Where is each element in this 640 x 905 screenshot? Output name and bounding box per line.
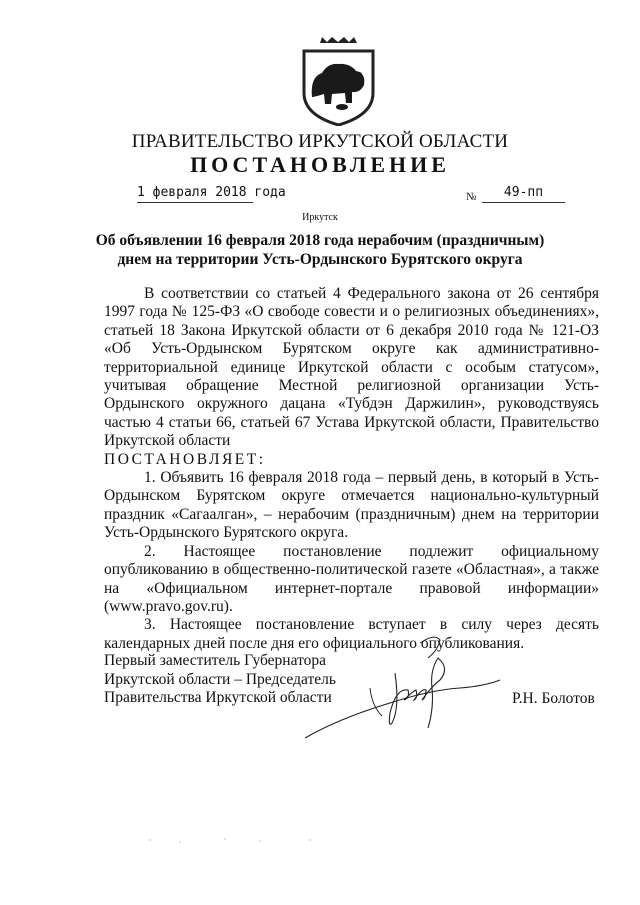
document-type: ПОСТАНОВЛЕНИЕ — [190, 152, 450, 177]
number-label: № — [466, 191, 477, 203]
item-paragraph: 3. Настоящее постановление вступает в силу через десять календарных дней после дня его официального опубликования. — [104, 616, 599, 652]
signer-position-line: Первый заместитель Губернатора — [104, 652, 327, 669]
preamble-paragraph: В соответствии со статьей 4 Федерального закона от 26 сентября 1997 года № 125-ФЗ «О свободе совести и о религиозных объединениях», статьей 18 Закона Иркутской области от 6 декабря 2010 года № 121-ОЗ «Об Усть-Ордынском Бурятском округе как административно-территориальной единице Иркутской области с особым статусом», учитывая обращение Местной религиозной организации Усть-Ордынского окружного дацана «Тубдэн Даржилин», руководствуясь частью 4 статьи 66, статьей 67 Устава Иркутской области, Правительство Иркутской области — [104, 285, 599, 450]
document-body — [104, 285, 599, 653]
signer-name: Р.Н. Болотов — [512, 690, 595, 707]
document-date: 1 февраля 2018 года — [137, 185, 253, 203]
document-city: Иркутск — [302, 212, 338, 223]
item-paragraph: 1. Объявить 16 февраля 2018 года – первый день, в который в Усть-Ордынском Бурятском округе отмечается национально-культурный праздник «Сагаалган», – нерабочим (праздничным) днем на территории Усть-Ордынского Бурятского округа. — [104, 469, 599, 542]
scan-specks — [140, 830, 340, 850]
government-name: ПРАВИТЕЛЬСТВО ИРКУТСКОЙ ОБЛАСТИ — [131, 131, 509, 152]
resolves-heading: ПОСТАНОВЛЯЕТ: — [104, 450, 266, 468]
signer-position-line: Правительства Иркутской области — [104, 689, 332, 706]
handwritten-signature — [300, 628, 510, 748]
document-number: 49-пп — [482, 185, 565, 203]
coat-of-arms-icon — [300, 37, 377, 126]
signer-position-line: Иркутской области – Председатель — [104, 670, 336, 688]
document-title: Об объявлении 16 февраля 2018 года нерабочим (праздничным) днем на территории Усть-Ордынского Бурятского округа — [95, 232, 545, 268]
item-paragraph: 2. Настоящее постановление подлежит официальному опубликованию в общественно-политической газете «Областная», а также на «Официальном интернет-портале правовой информации» (www.pravo.gov.ru). — [104, 542, 599, 615]
